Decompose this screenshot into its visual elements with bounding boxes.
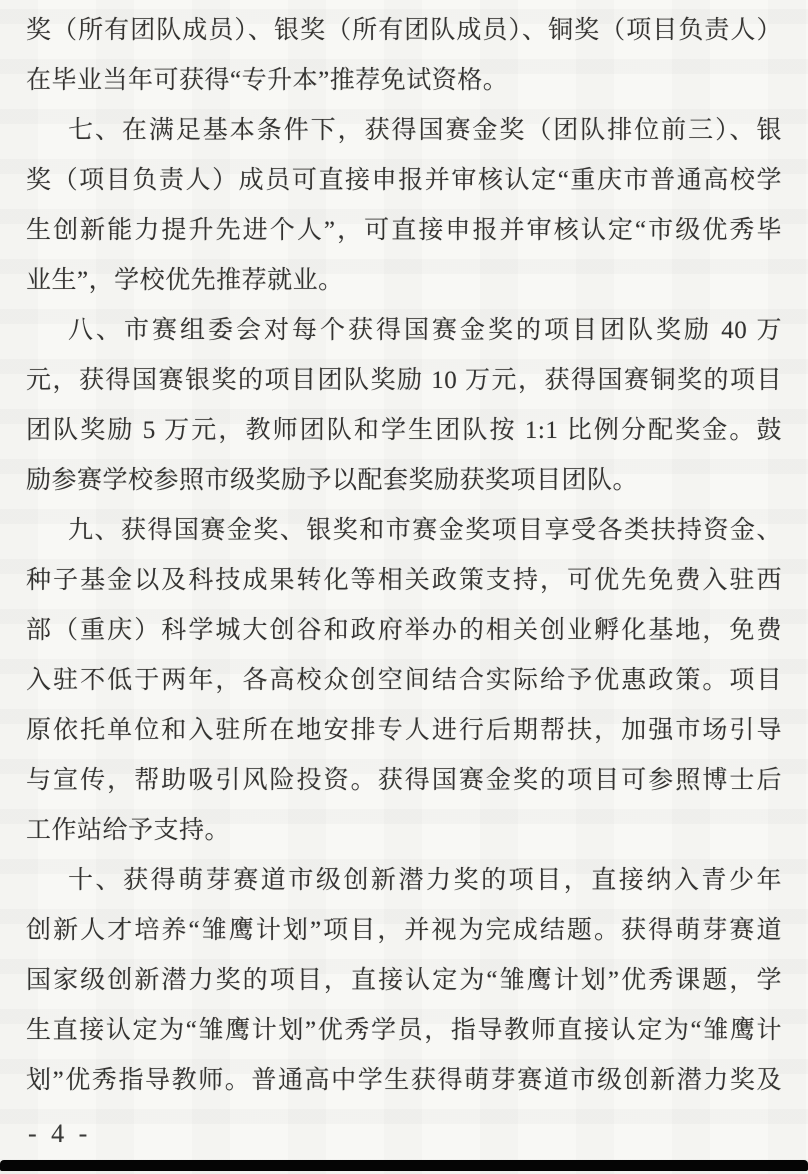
text-line: 生直接认定为“雏鹰计划”优秀学员，指导教师直接认定为“雏鹰计	[26, 1017, 782, 1044]
text-line: 生创新能力提升先进个人”，可直接申报并审核认定“市级优秀毕	[26, 217, 782, 244]
text-line: 国家级创新潜力奖的项目，直接认定为“雏鹰计划”优秀课题，学	[26, 967, 782, 994]
text-line: 种子基金以及科技成果转化等相关政策支持，可优先免费入驻西	[26, 567, 782, 594]
scan-bottom-edge	[0, 1160, 808, 1171]
text-line: 励参赛学校参照市级奖励予以配套奖励获奖项目团队。	[26, 467, 639, 494]
text-line: 部（重庆）科学城大创谷和政府举办的相关创业孵化基地，免费	[26, 617, 782, 644]
text-line: 八、市赛组委会对每个获得国赛金奖的项目团队奖励 40 万	[68, 317, 782, 344]
text-line: 划”优秀指导教师。普通高中学生获得萌芽赛道市级创新潜力奖及	[26, 1067, 782, 1094]
text-line: 创新人才培养“雏鹰计划”项目，并视为完成结题。获得萌芽赛道	[26, 917, 782, 944]
text-line: 工作站给予支持。	[26, 817, 231, 844]
text-line: 业生”，学校优先推荐就业。	[26, 267, 344, 294]
text-line: 十、获得萌芽赛道市级创新潜力奖的项目，直接纳入青少年	[68, 867, 782, 894]
text-line: 九、获得国赛金奖、银奖和市赛金奖项目享受各类扶持资金、	[68, 517, 782, 544]
text-line: 奖（所有团队成员）、银奖（所有团队成员）、铜奖（项目负责人）	[26, 17, 782, 44]
text-line: 团队奖励 5 万元，教师团队和学生团队按 1:1 比例分配奖金。鼓	[26, 417, 782, 444]
page-number: - 4 -	[28, 1119, 92, 1148]
text-line: 在毕业当年可获得“专升本”推荐免试资格。	[26, 67, 509, 94]
text-line: 原依托单位和入驻所在地安排专人进行后期帮扶，加强市场引导	[26, 717, 782, 744]
text-line: 奖（项目负责人）成员可直接申报并审核认定“重庆市普通高校学	[26, 167, 782, 194]
text-line: 七、在满足基本条件下，获得国赛金奖（团队排位前三）、银	[68, 117, 782, 144]
document-body	[0, 6, 808, 1106]
text-line: 入驻不低于两年，各高校众创空间结合实际给予优惠政策。项目	[26, 667, 782, 694]
text-line: 与宣传，帮助吸引风险投资。获得国赛金奖的项目可参照博士后	[26, 767, 782, 794]
text-line: 元，获得国赛银奖的项目团队奖励 10 万元，获得国赛铜奖的项目	[26, 367, 782, 394]
